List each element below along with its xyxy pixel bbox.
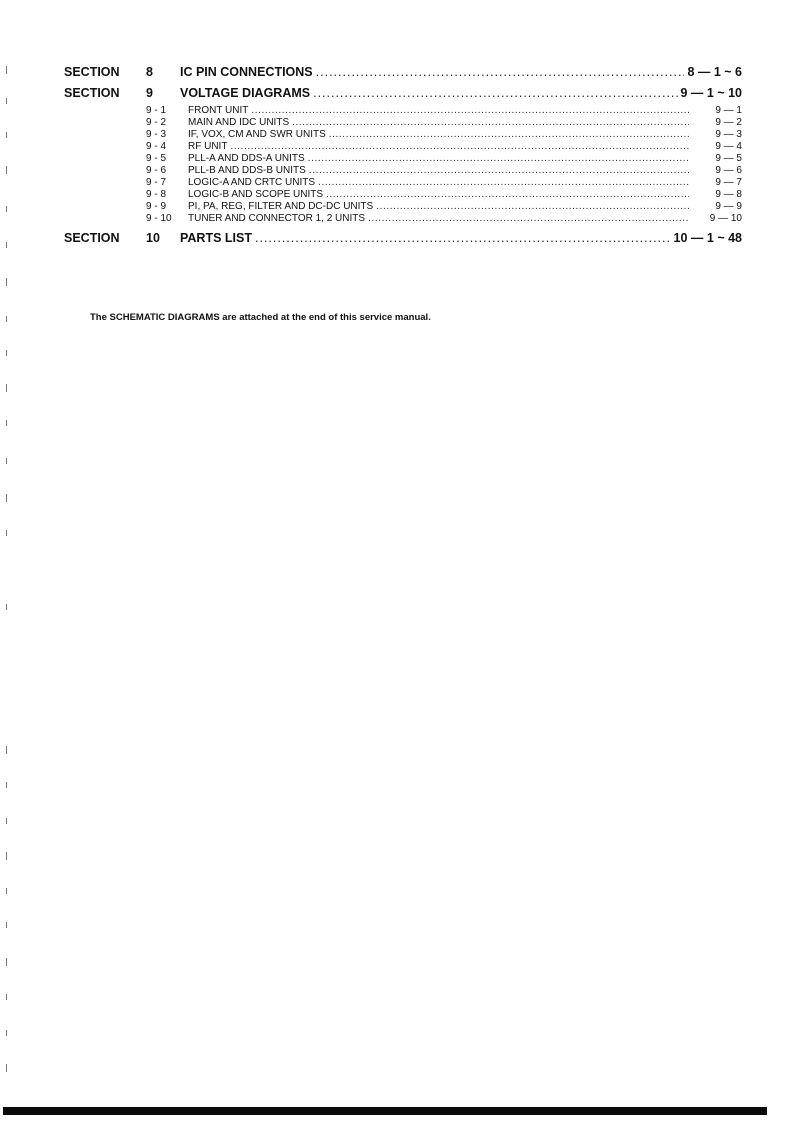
subsection-number: 9 - 4 (146, 141, 167, 152)
subsection-number: 9 - 6 (146, 165, 167, 176)
subsection-row (64, 117, 742, 129)
subsection-title: MAIN AND IDC UNITS (188, 117, 290, 128)
margin-tick-mark (6, 818, 7, 824)
subsection-title: PI, PA, REG, FILTER AND DC-DC UNITS (188, 201, 374, 212)
margin-tick-mark (6, 166, 7, 174)
margin-tick-mark (6, 1064, 7, 1072)
subsection-row (64, 165, 742, 177)
margin-tick-mark (6, 132, 7, 138)
subsection-number: 9 - 9 (146, 201, 167, 212)
margin-tick-mark (6, 958, 7, 966)
schematic-note: The SCHEMATIC DIAGRAMS are attached at the end of this service manual. (90, 312, 431, 323)
subsection-title: FRONT UNIT (188, 105, 249, 116)
subsection-title-line (188, 117, 742, 129)
margin-tick-mark (6, 604, 7, 610)
subsection-title: PLL-A AND DDS-A UNITS (188, 153, 305, 164)
subsection-title: TUNER AND CONNECTOR 1, 2 UNITS (188, 213, 366, 224)
section-title: PARTS LIST (180, 231, 252, 245)
dot-leader (329, 129, 689, 141)
section-number: 8 (146, 65, 153, 79)
dot-leader (326, 189, 689, 201)
subsection-title-line (188, 129, 742, 141)
dot-leader (309, 165, 689, 177)
section-number: 9 (146, 86, 153, 100)
subsection-page: 9 — 2 (715, 117, 742, 128)
subsection-page: 9 — 4 (715, 141, 742, 152)
margin-tick-mark (6, 458, 7, 464)
dot-leader (308, 153, 689, 165)
dot-leader (251, 105, 689, 117)
subsection-number: 9 - 8 (146, 189, 167, 200)
subsection-number: 9 - 7 (146, 177, 167, 188)
subsection-row (64, 129, 742, 141)
section-row (64, 63, 742, 82)
subsection-row (64, 141, 742, 153)
subsection-title: LOGIC-A AND CRTC UNITS (188, 177, 316, 188)
section-title-line (180, 63, 742, 82)
subsection-title-line (188, 213, 742, 225)
margin-tick-mark (6, 746, 7, 754)
subsection-title: PLL-B AND DDS-B UNITS (188, 165, 306, 176)
margin-tick-mark (6, 242, 7, 248)
section-label: SECTION (64, 231, 120, 245)
section-row (64, 84, 742, 103)
subsection-title-line (188, 189, 742, 201)
subsection-title-line (188, 177, 742, 189)
margin-tick-mark (6, 278, 7, 286)
subsection-number: 9 - 2 (146, 117, 167, 128)
margin-tick-mark (6, 782, 7, 788)
margin-tick-mark (6, 530, 7, 536)
dot-leader (255, 229, 671, 248)
dot-leader (313, 84, 677, 103)
dot-leader (230, 141, 689, 153)
margin-tick-mark (6, 206, 7, 212)
dot-leader (376, 201, 689, 213)
section-label: SECTION (64, 86, 120, 100)
subsection-page: 9 — 1 (715, 105, 742, 116)
subsection-page: 9 — 8 (715, 189, 742, 200)
section-title: IC PIN CONNECTIONS (180, 65, 313, 79)
section-pages: 9 — 1 ~ 10 (680, 86, 742, 100)
section-pages: 8 — 1 ~ 6 (687, 65, 742, 79)
binding-hole-marks (2, 0, 12, 1122)
subsection-page: 9 — 9 (715, 201, 742, 212)
margin-tick-mark (6, 384, 7, 392)
section-title-line (180, 84, 742, 103)
subsection-number: 9 - 1 (146, 105, 167, 116)
margin-tick-mark (6, 888, 7, 894)
dot-leader (292, 117, 689, 129)
subsection-row (64, 201, 742, 213)
subsection-title-line (188, 141, 742, 153)
subsection-title: LOGIC-B AND SCOPE UNITS (188, 189, 324, 200)
subsection-page: 9 — 10 (709, 213, 742, 224)
subsection-title-line (188, 153, 742, 165)
subsection-title: RF UNIT (188, 141, 228, 152)
section-pages: 10 — 1 ~ 48 (673, 231, 742, 245)
dot-leader (316, 63, 685, 82)
subsection-title: IF, VOX, CM AND SWR UNITS (188, 129, 326, 140)
subsection-list (64, 105, 742, 225)
subsection-page: 9 — 3 (715, 129, 742, 140)
margin-tick-mark (6, 66, 7, 74)
subsection-row (64, 105, 742, 117)
section-row (64, 229, 742, 248)
dot-leader (318, 177, 689, 189)
section-label: SECTION (64, 65, 120, 79)
subsection-row (64, 153, 742, 165)
margin-tick-mark (6, 98, 7, 104)
subsection-number: 9 - 3 (146, 129, 167, 140)
subsection-title-line (188, 105, 742, 117)
subsection-row (64, 213, 742, 225)
subsection-row (64, 177, 742, 189)
margin-tick-mark (6, 420, 7, 426)
footer-rule (3, 1107, 767, 1115)
subsection-row (64, 189, 742, 201)
section-number: 10 (146, 231, 160, 245)
dot-leader (368, 213, 689, 225)
section-title-line (180, 229, 742, 248)
margin-tick-mark (6, 316, 7, 322)
subsection-title-line (188, 165, 742, 177)
subsection-number: 9 - 5 (146, 153, 167, 164)
margin-tick-mark (6, 494, 7, 502)
section-title: VOLTAGE DIAGRAMS (180, 86, 311, 100)
subsection-page: 9 — 5 (715, 153, 742, 164)
margin-tick-mark (6, 994, 7, 1000)
subsection-page: 9 — 6 (715, 165, 742, 176)
table-of-contents (64, 63, 742, 250)
margin-tick-mark (6, 852, 7, 860)
subsection-number: 9 - 10 (146, 213, 172, 224)
margin-tick-mark (6, 1030, 7, 1036)
subsection-title-line (188, 201, 742, 213)
subsection-page: 9 — 7 (715, 177, 742, 188)
margin-tick-mark (6, 922, 7, 928)
margin-tick-mark (6, 350, 7, 356)
